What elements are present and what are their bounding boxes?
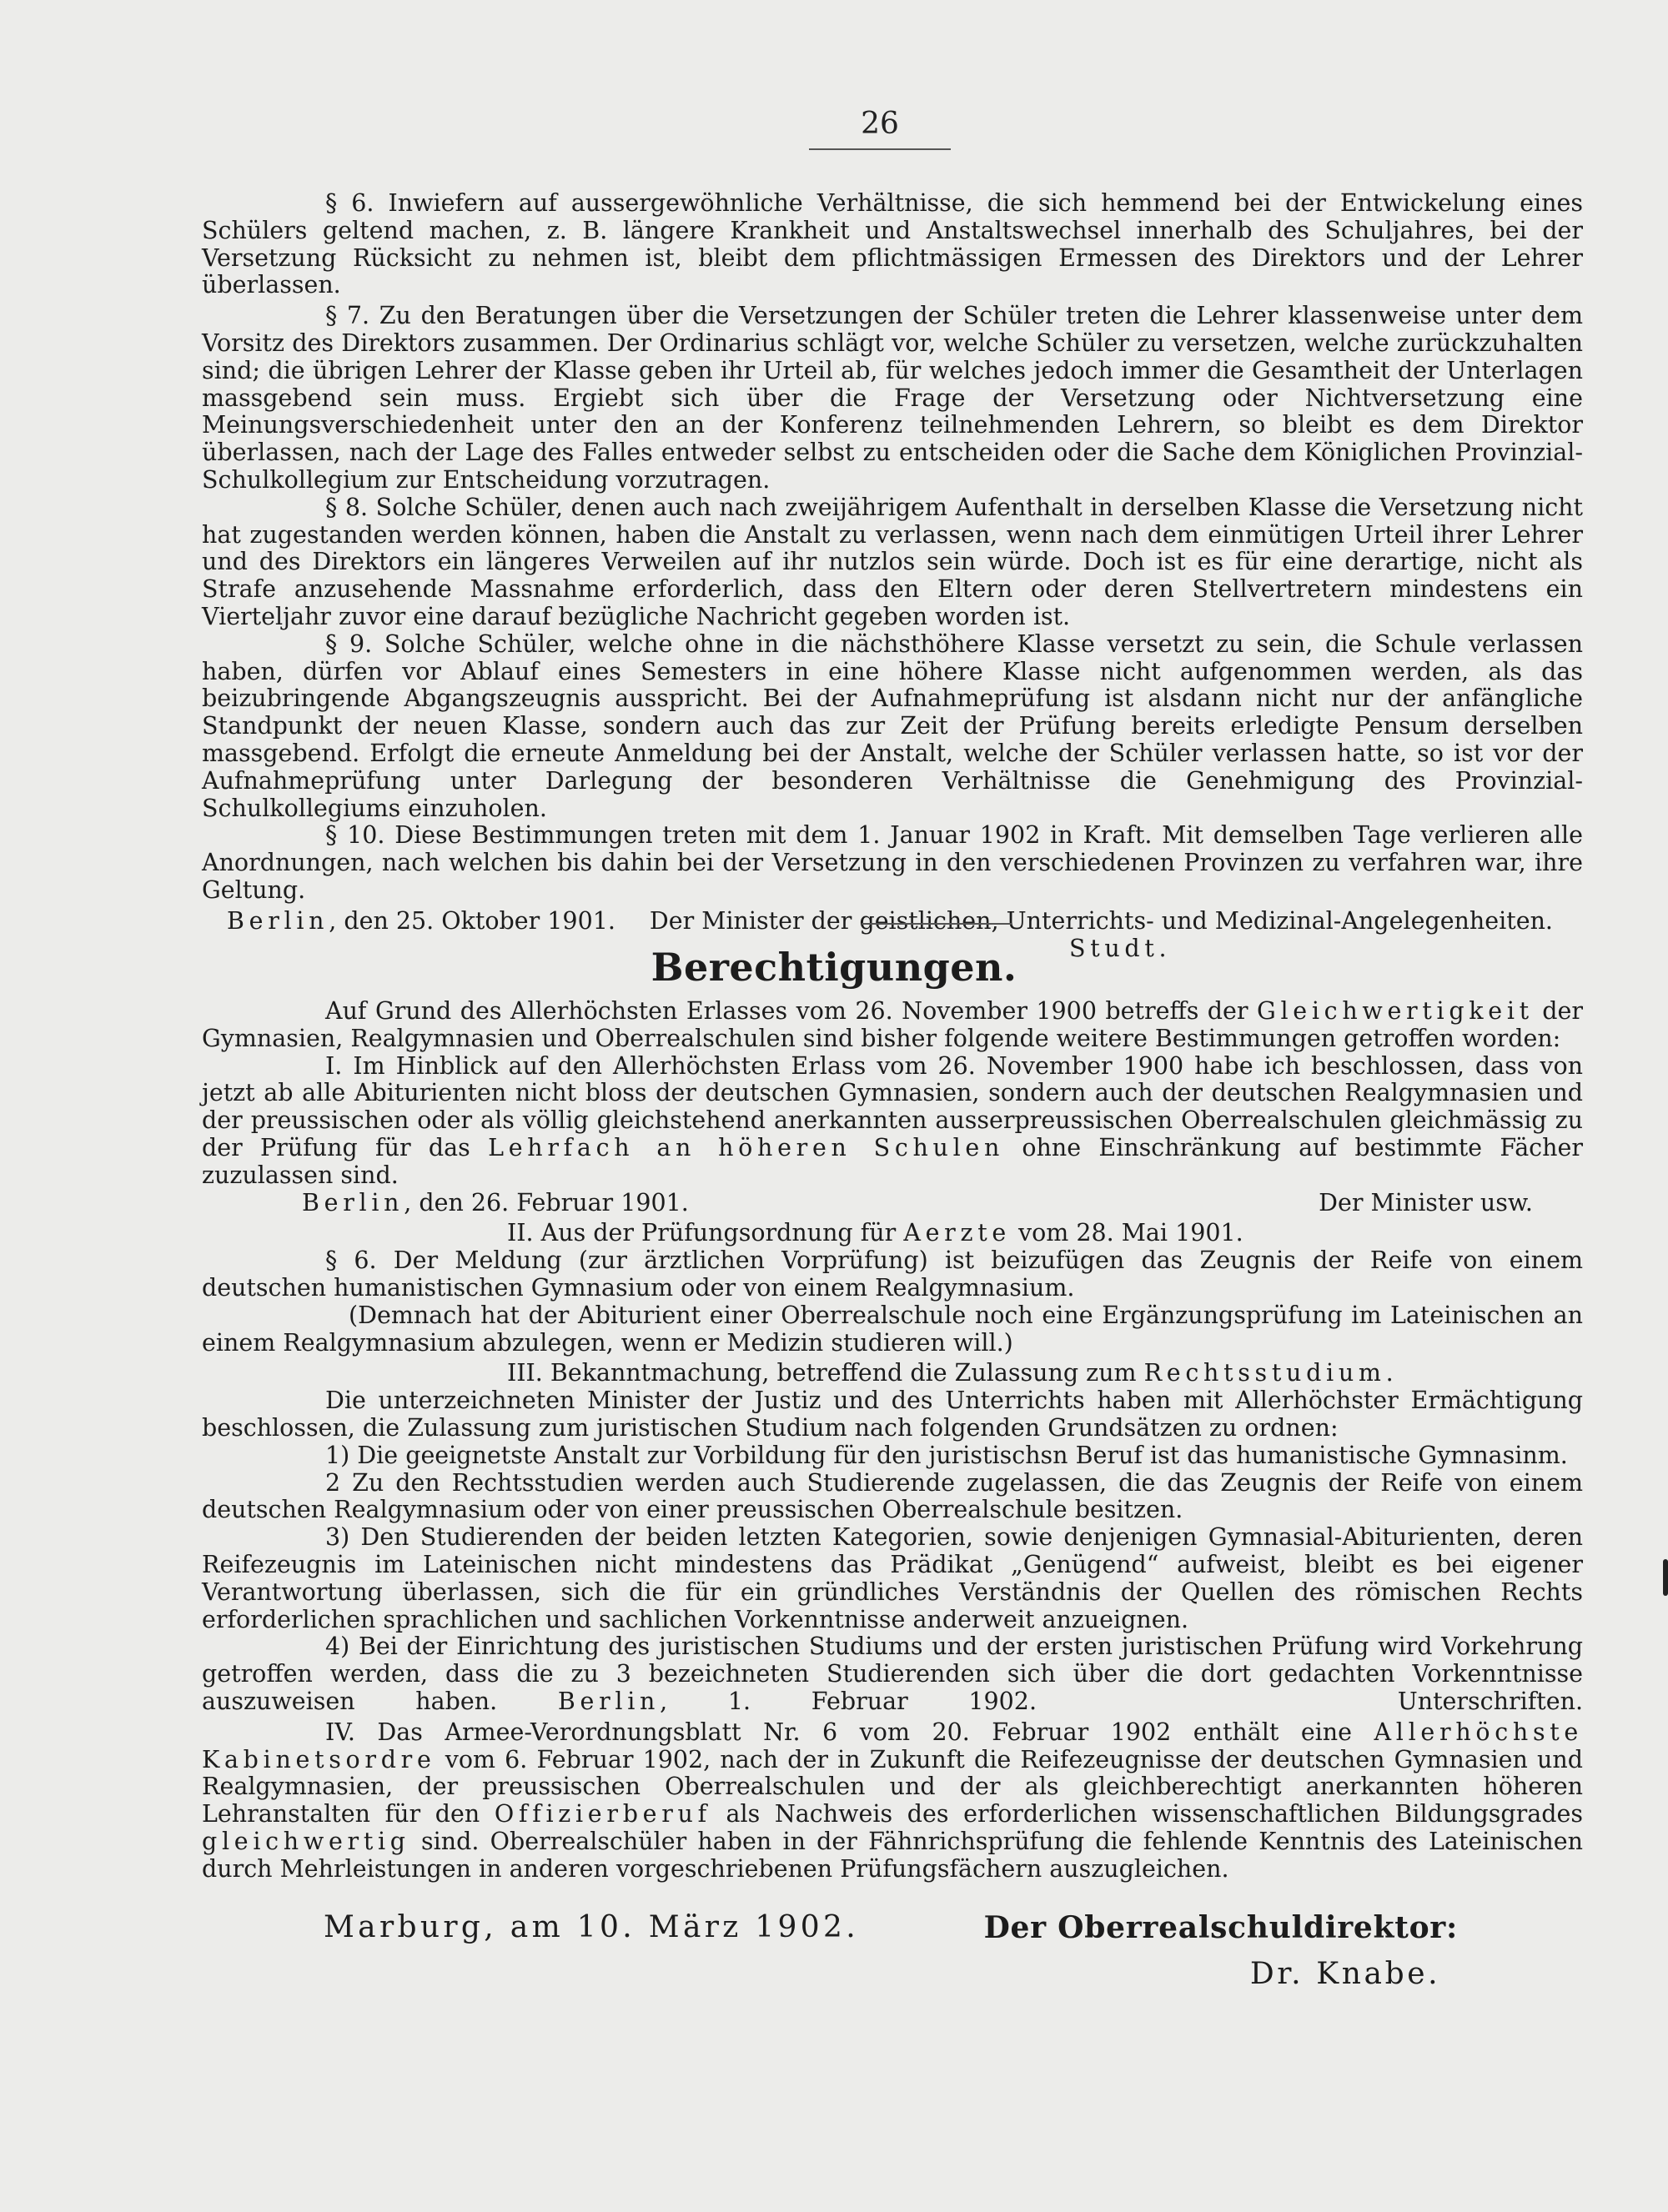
item-iii-3: 3) Den Studierenden der beiden letzten Kategorien, sowie denjenigen Gymnasial-Abiturienten, deren Reifezeugnis im Lateinischen nicht mindestens das Prädikat „Genügend“ aufweist, bleibt es bei eigener Verantwortung überlassen, sich die für ein gründliches Verständnis der Quellen des römischen Rechts erforderlichen sprachlichen und sachlichen Vorkenntnisse anderweit anzueignen. bbox=[202, 1523, 1583, 1633]
paragraph-6: § 6. Inwiefern auf aussergewöhnliche Verhältnisse, die sich hemmend bei der Entwickelung eines Schülers geltend machen, z. B. längere Krankheit und Anstaltswechsel innerhalb des Schuljahres, bei der Versetzung Rücksicht zu nehmen ist, bleibt dem pflichtmässigen Ermessen des Direktors und der Lehrer überlassen. bbox=[202, 189, 1583, 299]
item-ii-paragraph-6: § 6. Der Meldung (zur ärztlichen Vorprüfung) ist beizufügen das Zeugnis der Reife von einem deutschen humanistischen Gymnasium oder von einem Realgymnasium. bbox=[202, 1246, 1583, 1302]
director-name: Dr. Knabe. bbox=[1249, 1957, 1441, 1991]
closing-place-date: Marburg, am 10. März 1902. bbox=[324, 1910, 859, 1944]
section-heading: Berechtigungen. bbox=[651, 945, 1017, 990]
item-iii-2: 2 Zu den Rechtsstudien werden auch Studierende zugelassen, die das Zeugnis der Reife von einem deutschen Realgymnasium oder von einer preussischen Oberrealschule besitzen. bbox=[202, 1468, 1583, 1524]
page-number-rule bbox=[809, 148, 951, 150]
item-ii-note: (Demnach hat der Abiturient einer Oberrealschule noch eine Ergänzungsprüfung im Lateinischen an einem Realgymnasium abzulegen, wenn er Medizin studieren will.) bbox=[202, 1301, 1583, 1357]
page-number: 26 bbox=[861, 107, 899, 141]
item-iii-1: 1) Die geeignetste Anstalt zur Vorbildung für den juristischsn Beruf ist das humanistische Gymnasinm. bbox=[325, 1441, 1568, 1469]
paragraph-9: § 9. Solche Schüler, welche ohne in die nächsthöhere Klasse versetzt zu sein, die Schule verlassen haben, dürfen vor Ablauf eines Semesters in eine höhere Klasse nicht aufgenommen werden, als das beizubringende Abgangszeugnis ausspricht. Bei der Aufnahmeprüfung ist alsdann nicht nur der anfängliche Standpunkt der neuen Klasse, sondern auch das zur Zeit der Prüfung bereits erledigte Pensum derselben massgebend. Erfolgt die erneute Anmeldung bei der Anstalt, welche der Schüler verlassen hatte, so ist vor der Aufnahmeprüfung unter Darlegung der besonderen Verhältnisse die Genehmigung des Provinzial-Schulkollegiums einzuholen. bbox=[202, 629, 1583, 822]
minister-title: Der Minister der geistlichen, Unterrichts- und Medizinal-Angelegenheiten. bbox=[649, 906, 1553, 935]
scan-mark bbox=[1663, 1559, 1668, 1596]
decree-date: Berlin, den 25. Oktober 1901. bbox=[227, 906, 615, 935]
paragraph-10: § 10. Diese Bestimmungen treten mit dem 1. Januar 1902 in Kraft. Mit demselben Tage verlieren alle Anordnungen, nach welchen bis dahin bei der Versetzung in den verschiedenen Provinzen zu verfahren war, ihre Geltung. bbox=[202, 821, 1583, 904]
paragraph-8: § 8. Solche Schüler, denen auch nach zweijährigem Aufenthalt in derselben Klasse die Versetzung nicht hat zugestanden werden können, haben die Anstalt zu verlassen, wenn nach dem einmütigen Urteil ihrer Lehrer und des Direktors ein längeres Verweilen auf ihr nutzlos sein würde. Doch ist es für eine derartige, nicht als Strafe anzusehende Massnahme erforderlich, dass den Eltern oder deren Stellvertretern mindestens ein Vierteljahr zuvor eine darauf bezügliche Nachricht gegeben worden ist. bbox=[202, 493, 1583, 630]
item-i-signature: Der Minister usw. bbox=[1319, 1188, 1533, 1216]
minister-signature: Studt. bbox=[1069, 934, 1172, 962]
item-ii-heading: II. Aus der Prüfungsordnung für Aerzte vom 28. Mai 1901. bbox=[507, 1219, 1243, 1247]
item-iii-4: 4) Bei der Einrichtung des juristischen Studiums und der ersten juristischen Prüfung wird Vorkehrung getroffen werden, dass die zu 3 bezeichneten Studierenden sich über die dort gedachten Vorkenntnisse auszuweisen haben. Berlin, 1. Februar 1902. Unterschriften. bbox=[202, 1633, 1584, 1715]
section-divider bbox=[862, 923, 1012, 925]
paragraph-7: § 7. Zu den Beratungen über die Versetzungen der Schüler treten die Lehrer klassenweise unter dem Vorsitz des Direktors zusammen. Der Ordinarius schlägt vor, welche Schüler zu versetzen, welche zurückzuhalten sind; die übrigen Lehrer der Klasse geben ihr Urteil ab, für welches jedoch immer die Gesamtheit der Unterlagen massgebend sein muss. Ergiebt sich über die Frage der Versetzung oder Nichtversetzung eine Meinungsverschiedenheit unter den an der Konferenz teilnehmenden Lehrern, so bleibt es dem Direktor überlassen, nach der Lage des Falles entweder selbst zu entscheiden oder die Sache dem Königlichen Provinzial-Schulkollegium zur Entscheidung vorzutragen. bbox=[202, 302, 1583, 494]
director-title: Der Oberrealschuldirektor: bbox=[983, 1910, 1458, 1945]
item-i: I. Im Hinblick auf den Allerhöchsten Erlass vom 26. November 1900 habe ich beschlossen, dass von jetzt ab alle Abiturienten nicht bloss der deutschen Gymnasien, sondern auch der deutschen Realgymnasien und der preussischen oder als völlig gleichstehend anerkannten ausserpreussischen Oberrealschulen gleichmässig zu der Prüfung für das Lehrfach an höheren Schulen ohne Einschränkung auf bestimmte Fächer zuzulassen sind. bbox=[202, 1051, 1583, 1189]
entitlements-intro: Auf Grund des Allerhöchsten Erlasses vom 26. November 1900 betreffs der Gleichwertigkeit der Gymnasien, Realgymnasien und Oberrealschulen sind bisher folgende weitere Bestimmungen getroffen worden: bbox=[202, 997, 1583, 1052]
regulations-section bbox=[202, 190, 1583, 962]
item-iv: IV. Das Armee-Verordnungsblatt Nr. 6 vom 20. Februar 1902 enthält eine Allerhöchste Kabinetsordre vom 6. Februar 1902, nach der in Zukunft die Reifezeugnisse der deutschen Gymnasien und Realgymnasien, der preussischen Oberrealschulen und der als gleichberechtigt anerkannten höheren Lehranstalten für den Offizierberuf als Nachweis des erforderlichen wissenschaftlichen Bildungsgrades gleichwertig sind. Oberrealschüler haben in der Fähnrichsprüfung die fehlende Kenntnis des Lateinischen durch Mehrleistungen in anderen vorgeschriebenen Prüfungsfächern auszugleichen. bbox=[202, 1718, 1583, 1883]
item-iii-signature: Unterschriften. bbox=[1397, 1687, 1584, 1715]
decree-dateline bbox=[202, 908, 1583, 935]
item-i-dateline bbox=[202, 1190, 1583, 1217]
entitlements-section bbox=[202, 998, 1583, 1883]
item-iii-heading: III. Bekanntmachung, betreffend die Zulassung zum Rechtsstudium. bbox=[507, 1359, 1394, 1387]
item-i-date: Berlin, den 26. Februar 1901. bbox=[302, 1188, 689, 1216]
item-iii-intro: Die unterzeichneten Minister der Justiz und des Unterrichts haben mit Allerhöchster Ermächtigung beschlossen, die Zulassung zum juristischen Studium nach folgenden Grundsätzen zu ordnen: bbox=[202, 1387, 1583, 1442]
